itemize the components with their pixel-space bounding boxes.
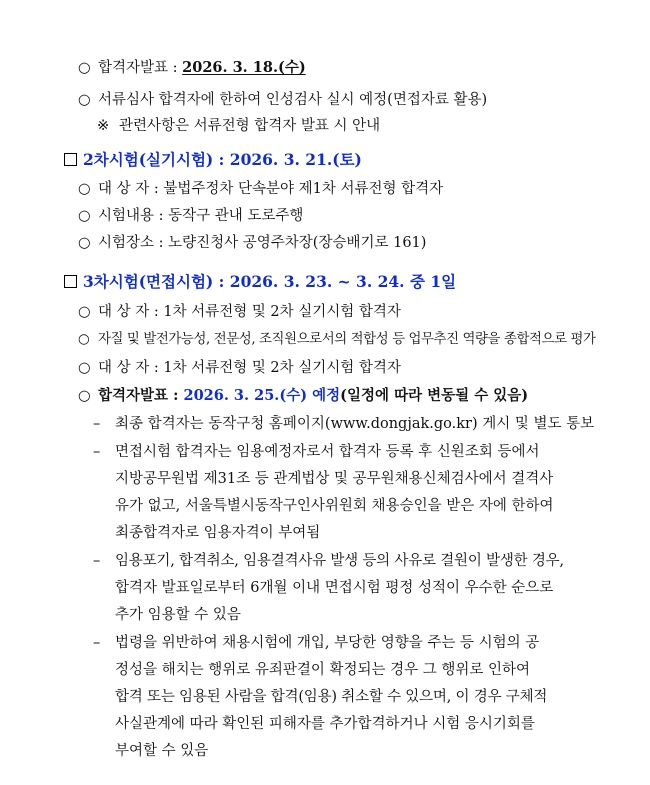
final-announcement-date: 2026. 3. 25.(수) 예정	[183, 387, 341, 404]
dash-item-text: 법령을 위반하여 채용시험에 개입, 부당한 영향을 주는 등 시험의 공	[115, 635, 540, 651]
section3-item	[78, 300, 401, 321]
section3-item-text: 자질 및 발전가능성, 전문성, 조직원으로서의 적합성 등 업무추진 역량을 종합적으로 평가	[98, 332, 596, 347]
circle-bullet-icon: ○	[78, 360, 91, 376]
screening-text: 서류심사 합격자에 한하여 인성검사 실시 예정(면접자료 활용)	[98, 92, 488, 108]
section3-heading	[64, 270, 456, 292]
section2-item-text: 시험내용 : 동작구 관내 도로주행	[98, 208, 304, 224]
dash-item-continued: 유가 없고, 서울특별시동작구인사위원회 채용승인을 받은 자에 한하여	[115, 498, 554, 514]
section2-item-text: 대 상 자 : 불법주정차 단속분야 제1차 서류전형 합격자	[98, 181, 444, 197]
section2-item	[78, 177, 443, 198]
dash-item-text: 최종 합격자는 동작구청 홈페이지(www.dongjak.go.kr) 게시 및 별도 통보	[115, 416, 595, 432]
final-announcement-note: (일정에 따라 변동될 수 있음)	[340, 387, 529, 404]
dash-icon: –	[93, 444, 101, 460]
circle-bullet-icon: ○	[78, 181, 91, 197]
note-text: 관련사항은 서류전형 합격자 발표 시 안내	[119, 118, 381, 134]
section3-item-text: 대 상 자 : 1차 서류전형 및 2차 실기시험 합격자	[98, 304, 401, 320]
dash-item-text: 임용포기, 합격취소, 임용결격사유 발생 등의 사유로 결원이 발생한 경우,	[115, 553, 564, 569]
dash-item-continued: 부여할 수 있음	[115, 743, 209, 759]
dash-icon: –	[93, 635, 101, 651]
note-line	[97, 114, 380, 135]
dash-item-continued: 추가 임용할 수 있음	[115, 607, 241, 623]
circle-bullet-icon: ○	[78, 208, 91, 224]
dash-item-text: 면접시험 합격자는 임용예정자로서 합격자 등록 후 신원조회 등에서	[115, 444, 540, 460]
circle-bullet-icon: ○	[78, 304, 91, 320]
dash-item-continued: 합격자 발표일로부터 6개월 이내 면접시험 평정 성적이 우수한 순으로	[115, 580, 554, 596]
section3-title: 3차시험(면접시험) : 2026. 3. 23. ~ 3. 24. 중 1일	[83, 272, 457, 291]
final-announcement-label: 합격자발표 :	[98, 387, 184, 404]
pass-announcement-date: 2026. 3. 18.(수)	[182, 59, 306, 76]
dash-icon: –	[93, 416, 101, 432]
square-bullet-icon	[64, 275, 77, 288]
note-icon: ※	[97, 118, 110, 134]
section3-item-text: 대 상 자 : 1차 서류전형 및 2차 실기시험 합격자	[98, 360, 401, 376]
dash-item-continued: 정성을 해치는 행위로 유죄판결이 확정되는 경우 그 행위로 인하여	[115, 662, 531, 678]
pass-announcement-line	[78, 56, 306, 77]
dash-icon: –	[93, 553, 101, 569]
dash-item	[93, 549, 564, 570]
section2-heading	[64, 148, 362, 170]
final-announcement-line	[78, 384, 528, 405]
dash-item-continued: 합격 또는 임용된 사람을 합격(임용) 취소할 수 있으며, 이 경우 구체적	[115, 689, 548, 705]
section2-item	[78, 204, 303, 225]
dash-item	[93, 631, 539, 652]
section2-item-text: 시험장소 : 노량진청사 공영주차장(장승배기로 161)	[98, 235, 427, 251]
section3-item	[78, 328, 596, 347]
screening-line	[78, 88, 487, 109]
section2-item	[78, 231, 426, 252]
circle-bullet-icon: ○	[78, 235, 91, 251]
circle-bullet-icon: ○	[78, 60, 91, 76]
circle-bullet-icon: ○	[78, 332, 90, 347]
dash-item-continued: 지방공무원법 제31조 등 관계법상 및 공무원채용신체검사에서 결격사	[115, 471, 554, 487]
section2-title: 2차시험(실기시험) : 2026. 3. 21.(토)	[83, 150, 362, 169]
circle-bullet-icon: ○	[78, 387, 91, 404]
dash-item-continued: 사실관계에 따라 확인된 피해자를 추가합격하거나 시험 응시기회를	[115, 716, 535, 732]
dash-item	[93, 440, 539, 461]
dash-item	[93, 412, 594, 433]
circle-bullet-icon: ○	[78, 92, 91, 108]
square-bullet-icon	[64, 153, 77, 166]
section3-item	[78, 356, 401, 377]
pass-announcement-label: 합격자발표 :	[98, 60, 183, 76]
dash-item-continued: 최종합격자로 임용자격이 부여됨	[115, 525, 321, 541]
